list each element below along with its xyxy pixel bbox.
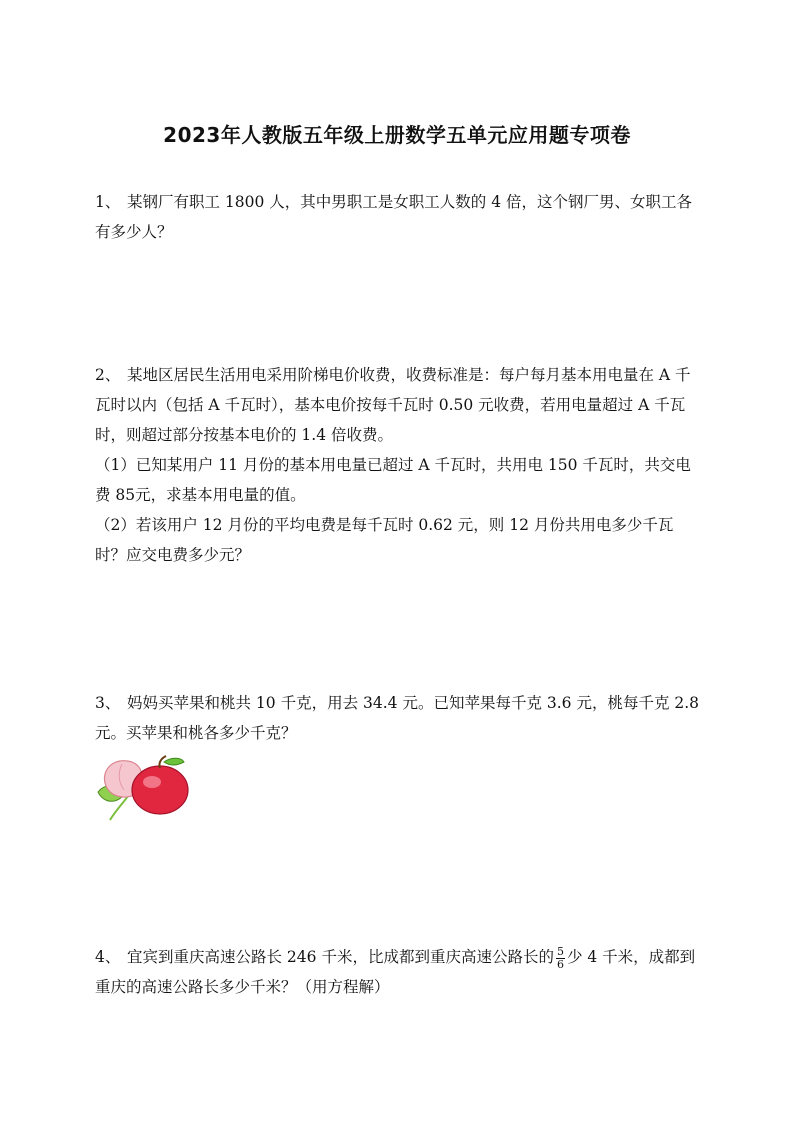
question-text: 某地区居民生活用电采用阶梯电价收费，收费标准是：每户每月基本用电量在 A 千瓦时以内（包括 A 千瓦时），基本电价按每千瓦时 0.50 元收费，若用电量超过 A 千瓦时，则超过部分按基本电价的 1.4 倍收费。 xyxy=(95,366,691,444)
sub-question-2: （2）若该用户 12 月份的平均电费是每千瓦时 0.62 元，则 12 月份共用电多少千瓦时？应交电费多少元？ xyxy=(95,516,674,564)
fraction-numerator: 5 xyxy=(556,944,564,958)
question-text: 妈妈买苹果和桃共 10 千克，用去 34.4 元。已知苹果每千克 3.6 元，桃每千克 2.8 元。买苹果和桃各多少千克？ xyxy=(95,694,700,742)
question-number: 2、 xyxy=(95,366,121,384)
question-4 xyxy=(95,942,701,1002)
question-1 xyxy=(95,187,701,247)
question-text-part-1: 宜宾到重庆高速公路长 246 千米，比成都到重庆高速公路长的 xyxy=(127,948,554,966)
question-text: 某钢厂有职工 1800 人，其中男职工是女职工人数的 4 倍，这个钢厂男、女职工各有多少人？ xyxy=(95,193,693,241)
page-title: 2023年人教版五年级上册数学五单元应用题专项卷 xyxy=(163,123,631,147)
question-number: 3、 xyxy=(95,694,121,712)
fraction-denominator: 6 xyxy=(556,957,564,971)
question-2 xyxy=(95,360,701,570)
question-number: 4、 xyxy=(95,948,121,966)
sub-question-1: （1）已知某用户 11 月份的基本用电量已超过 A 千瓦时，共用电 150 千瓦时，共交电费 85元，求基本用电量的值。 xyxy=(95,456,691,504)
question-text-part-2: 少 4 千米，成都到重庆的高速公路长多少千米？（用方程解） xyxy=(95,948,696,996)
question-number: 1、 xyxy=(95,193,121,211)
peach-apple-icon xyxy=(92,752,192,822)
fraction xyxy=(556,946,565,971)
question-3 xyxy=(95,688,701,748)
